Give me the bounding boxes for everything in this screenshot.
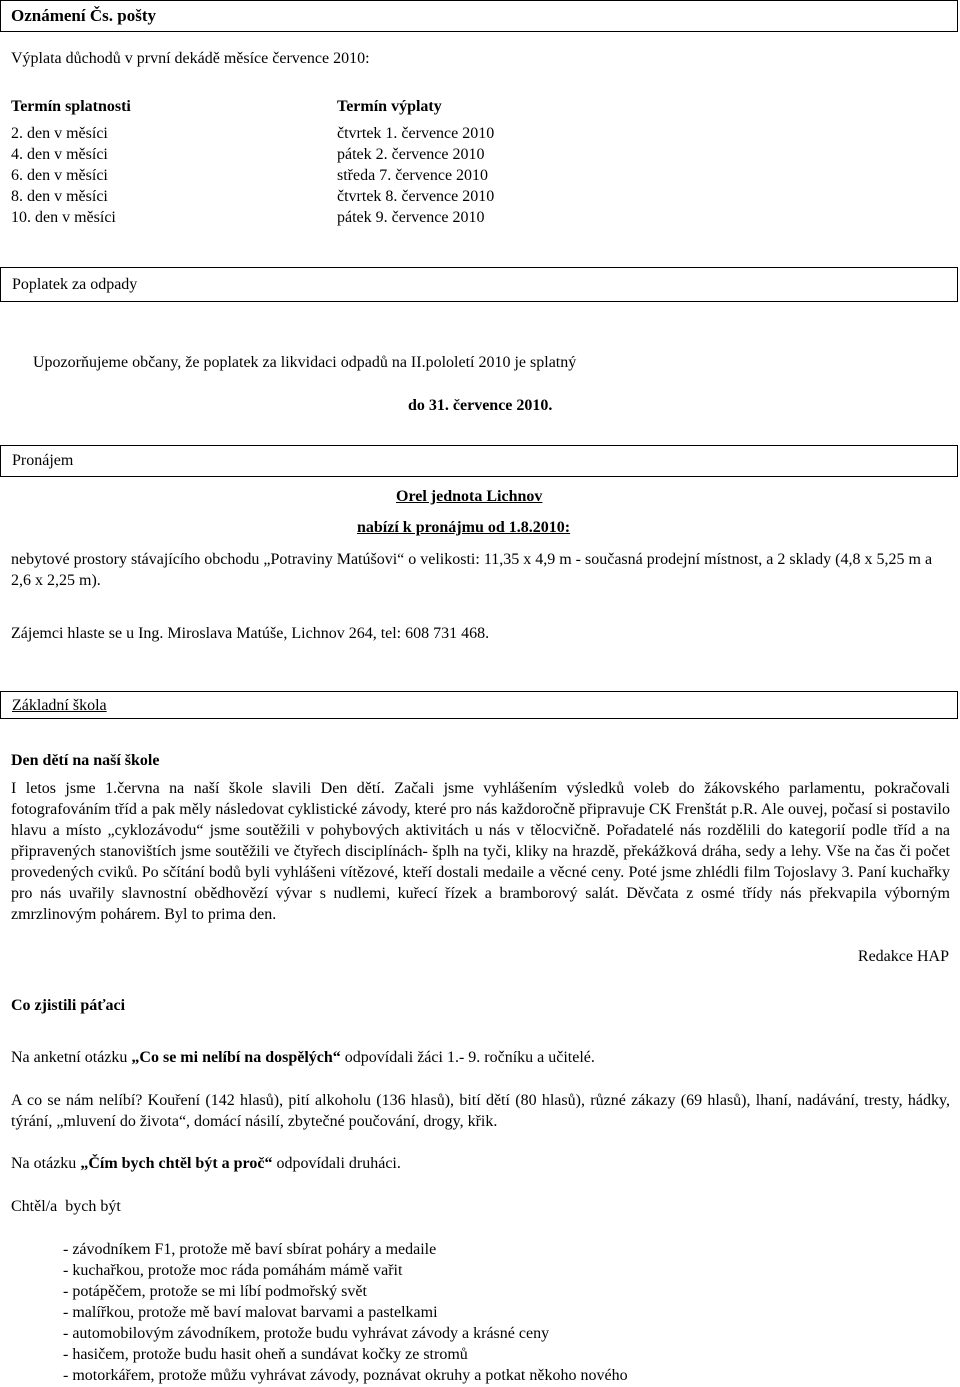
waste-heading-box [0, 267, 958, 302]
q1-bold: „Co se mi nelíbí na dospělých“ [131, 1049, 341, 1066]
q1-suffix: odpovídali žáci 1.- 9. ročníku a učitelé. [340, 1049, 595, 1066]
pay-cell: pátek 2. července 2010 [337, 146, 485, 163]
survey-heading: Co zjistili páťaci [11, 997, 126, 1014]
waste-heading: Poplatek za odpady [12, 276, 138, 293]
school-heading: Základní škola [12, 697, 107, 714]
pay-cell: pátek 9. července 2010 [337, 209, 485, 226]
rent-contact: Zájemci hlaste se u Ing. Miroslava Matúše, Lichnov 264, tel: 608 731 468. [11, 625, 490, 642]
q2-suffix: odpovídali druháci. [272, 1155, 401, 1172]
waste-deadline: do 31. července 2010. [408, 397, 553, 414]
list-item: - kuchařkou, protože moc ráda pomáhám mámě vařit [63, 1262, 403, 1279]
school-subheading: Den dětí na naší škole [11, 752, 160, 769]
survey-question-1 [11, 1047, 595, 1068]
list-item: - malířkou, protože mě baví malovat barvami a pastelkami [63, 1304, 438, 1321]
q2-prefix: Na otázku [11, 1155, 81, 1172]
school-heading-box [0, 691, 958, 719]
page-title: Oznámení Čs. pošty [11, 6, 156, 25]
due-cell: 6. den v měsíci [11, 167, 108, 184]
school-text: I letos jsme 1.června na naší škole slavili Den dětí. Začali jsme vyhlášením výsledků voleb do žákovského parlamentu, pokračovali fotografováním tříd a pak měly následovat cyklistické závody, které pro nás každoročně připravuje CK Frenštát p.R. Ale ouvej, počasí si postavilo hlavu a místo „cyklozávodu“ jsme soutěžili v pohybových aktivitách u nás v tělocvičně. Pořadatelé nás rozdělili do kategorií podle tříd a na připravených stanovištích jsme soutěžili ve čtyřech disciplínách- šplh na tyči, kliky na hrazdě, překážková dráha, sedy a lehy. Vše na čas či počet provedených cviků. Po sčítání bodů byli vyhlášeni vítězové, kteří dostali medaile a věcné ceny. Poté jsme zhlédli film Tojoslavy 3. Paní kuchařky pro nás uvařily slavnostní obědhovězí vývar s nudlemi, kuřecí řízek a bramborový salát. Děvčata z osmé třídy nás překvapila výborným zmrzlinovým pohárem. Byl to prima den. [11, 780, 950, 923]
list-item: - hasičem, protože budu hasit oheň a sundávat kočky ze stromů [63, 1346, 468, 1363]
rent-text: nebytové prostory stávajícího obchodu „Potraviny Matúšovi“ o velikosti: 11,35 x 4,9 m - současná prodejní místnost, a 2 sklady (4,8 x 5,25 m a 2,6 x 2,25 m). [11, 551, 933, 589]
due-cell: 10. den v měsíci [11, 209, 116, 226]
rent-offer: nabízí k pronájmu od 1.8.2010: [357, 519, 571, 536]
rent-heading-box [0, 445, 958, 477]
rent-heading: Pronájem [12, 452, 74, 469]
header-box [0, 0, 958, 32]
school-signature: Redakce HAP [857, 948, 949, 965]
pay-cell: čtvrtek 8. července 2010 [337, 188, 495, 205]
q2-bold: „Čím bych chtěl být a proč“ [80, 1155, 273, 1172]
pay-cell: čtvrtek 1. července 2010 [337, 125, 495, 142]
col-due-header: Termín splatnosti [11, 98, 131, 115]
pay-cell: středa 7. července 2010 [337, 167, 489, 184]
list-item: - potápěčem, protože se mi líbí podmořský svět [63, 1283, 367, 1300]
list-item: - automobilovým závodníkem, protože budu vyhrávat závody a krásné ceny [63, 1325, 550, 1342]
list-item: - motorkářem, protože můžu vyhrávat závody, poznávat okruhy a potkat někoho nového [63, 1367, 628, 1384]
rent-org: Orel jednota Lichnov [396, 488, 543, 505]
survey-question-2 [11, 1153, 401, 1174]
due-cell: 2. den v měsíci [11, 125, 108, 142]
waste-text: Upozorňujeme občany, že poplatek za likvidaci odpadů na II.pololetí 2010 je splatný [33, 354, 577, 371]
pension-intro: Výplata důchodů v první dekádě měsíce července 2010: [11, 50, 370, 67]
col-pay-header: Termín výplaty [337, 98, 442, 115]
due-cell: 8. den v měsíci [11, 188, 108, 205]
list-item: - závodníkem F1, protože mě baví sbírat poháry a medaile [63, 1241, 437, 1258]
survey-answer-1: A co se nám nelíbí? Kouření (142 hlasů), pití alkoholu (136 hlasů), bití dětí (80 hlasů), různé zákazy (69 hlasů), lhaní, nadávání, tresty, hádky, týrání, „mluvení do života“, domácí násilí, zbytečné poučování, drogy, křik. [11, 1092, 950, 1130]
list-intro: Chtěl/a bych být [11, 1198, 121, 1215]
answers-list [63, 1239, 628, 1386]
due-cell: 4. den v měsíci [11, 146, 108, 163]
q1-prefix: Na anketní otázku [11, 1049, 132, 1066]
